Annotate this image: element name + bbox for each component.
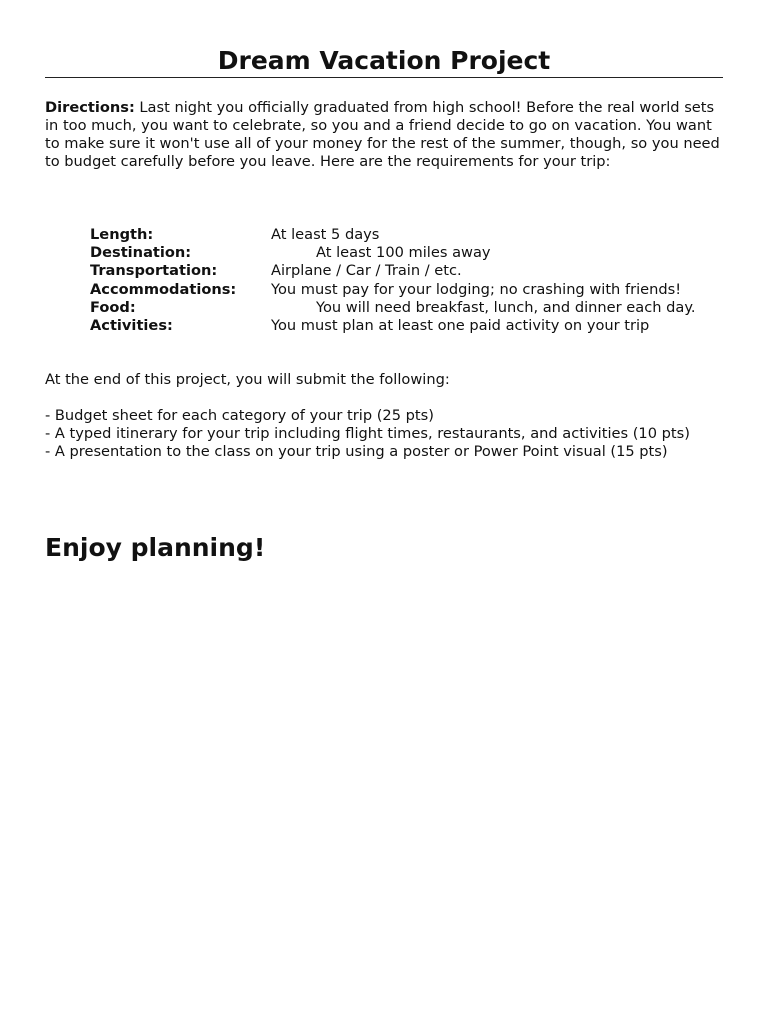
title-underline: [45, 77, 723, 78]
requirement-row-transportation: [90, 262, 730, 280]
requirement-row-food: [90, 299, 730, 317]
requirement-row-destination: [90, 244, 730, 262]
document-title: Dream Vacation Project: [217, 46, 551, 75]
directions-text: Last night you officially graduated from high school! Before the real world sets in too much, you want to celebrate, so you and a friend decide to go on vacation. You want to make sure it won't use all of your money for the rest of the summer, though, so you need to budget carefully before you leave. Here are the requirements for your trip:: [45, 99, 720, 170]
requirement-value: At least 100 miles away: [316, 244, 491, 262]
requirement-label: Accommodations:: [90, 280, 237, 298]
list-item: - Budget sheet for each category of your trip (25 pts): [45, 407, 434, 424]
requirement-row-length: [90, 226, 730, 244]
list-item: - A presentation to the class on your trip using a poster or Power Point visual (15 pts): [45, 443, 668, 461]
deliverables-list: [45, 407, 690, 462]
directions-paragraph: [45, 99, 725, 171]
requirement-value: You will need breakfast, lunch, and dinner each day.: [316, 298, 696, 316]
requirements-list: [90, 226, 730, 335]
list-item: - A typed itinerary for your trip including flight times, restaurants, and activities (10 pts): [45, 425, 690, 443]
submit-intro: At the end of this project, you will submit the following:: [45, 371, 450, 388]
requirement-value: Airplane / Car / Train / etc.: [271, 262, 462, 280]
requirement-value: You must plan at least one paid activity on your trip: [271, 317, 650, 335]
requirement-label: Destination:: [90, 244, 192, 262]
requirement-label: Food:: [90, 298, 136, 316]
requirement-label: Activities:: [90, 317, 173, 335]
closing-heading: Enjoy planning!: [45, 533, 266, 562]
requirement-row-activities: [90, 317, 730, 335]
requirement-row-accommodations: [90, 281, 730, 299]
requirement-label: Transportation:: [90, 262, 218, 280]
requirement-value: You must pay for your lodging; no crashing with friends!: [271, 280, 682, 298]
directions-label: Directions:: [45, 99, 135, 116]
requirement-value: At least 5 days: [271, 226, 380, 243]
requirement-label: Length:: [90, 226, 154, 243]
